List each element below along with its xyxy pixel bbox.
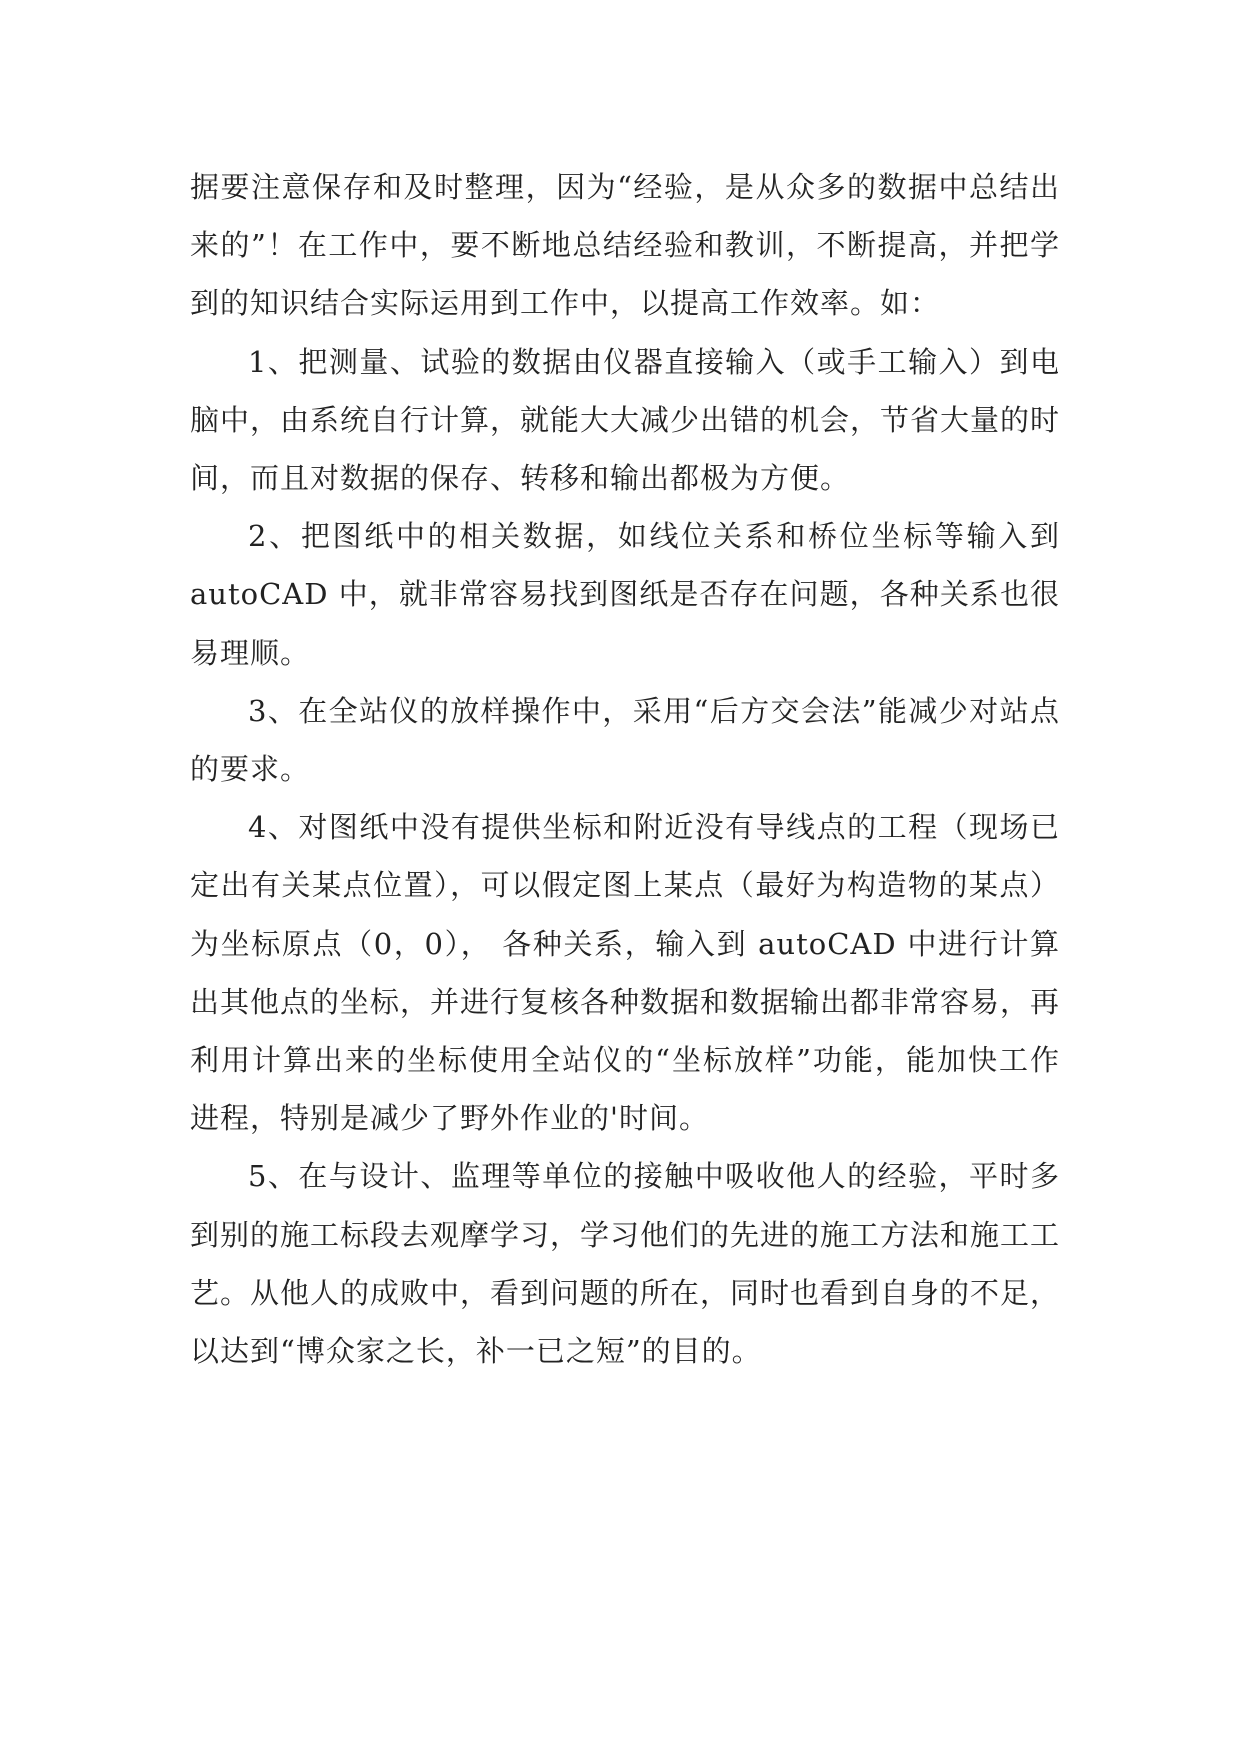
paragraph-item-5: 5、在与设计、监理等单位的接触中吸收他人的经验，平时多到别的施工标段去观摩学习，学习他们的先进的施工方法和施工工艺。从他人的成败中，看到问题的所在，同时也看到自身的不足，以达到“博众家之长，补一已之短”的目的。 [190,1159,1061,1369]
paragraph-item-3: 3、在全站仪的放样操作中，采用“后方交会法”能减少对站点的要求。 [190,693,1060,787]
paragraph-item-2: 2、把图纸中的相关数据，如线位关系和桥位坐标等输入到 autoCAD 中，就非常容易找到图纸是否存在问题，各种关系也很易理顺。 [190,519,1060,670]
paragraph-continuation: 据要注意保存和及时整理，因为“经验，是从众多的数据中总结出来的”！在工作中，要不断地总结经验和教训，不断提高，并把学到的知识结合实际运用到工作中，以提高工作效率。如： [190,170,1060,321]
document-body [190,158,1060,1380]
paragraph-item-1: 1、把测量、试验的数据由仪器直接输入（或手工输入）到电脑中，由系统自行计算，就能大大减少出错的机会，节省大量的时间，而且对数据的保存、转移和输出都极为方便。 [190,344,1061,496]
paragraph-item-4: 4、对图纸中没有提供坐标和附近没有导线点的工程（现场已定出有关某点位置），可以假定图上某点（最好为构造物的某点）为坐标原点（0，0）， 各种关系，输入到 autoCAD 中进行计算出其他点的坐标，并进行复核各种数据和数据输出都非常容易，再利用计算出来的坐标使用全站仪的“坐标放样”功能，能加快工作进程，特别是减少了野外作业的'时间。 [190,810,1061,1136]
